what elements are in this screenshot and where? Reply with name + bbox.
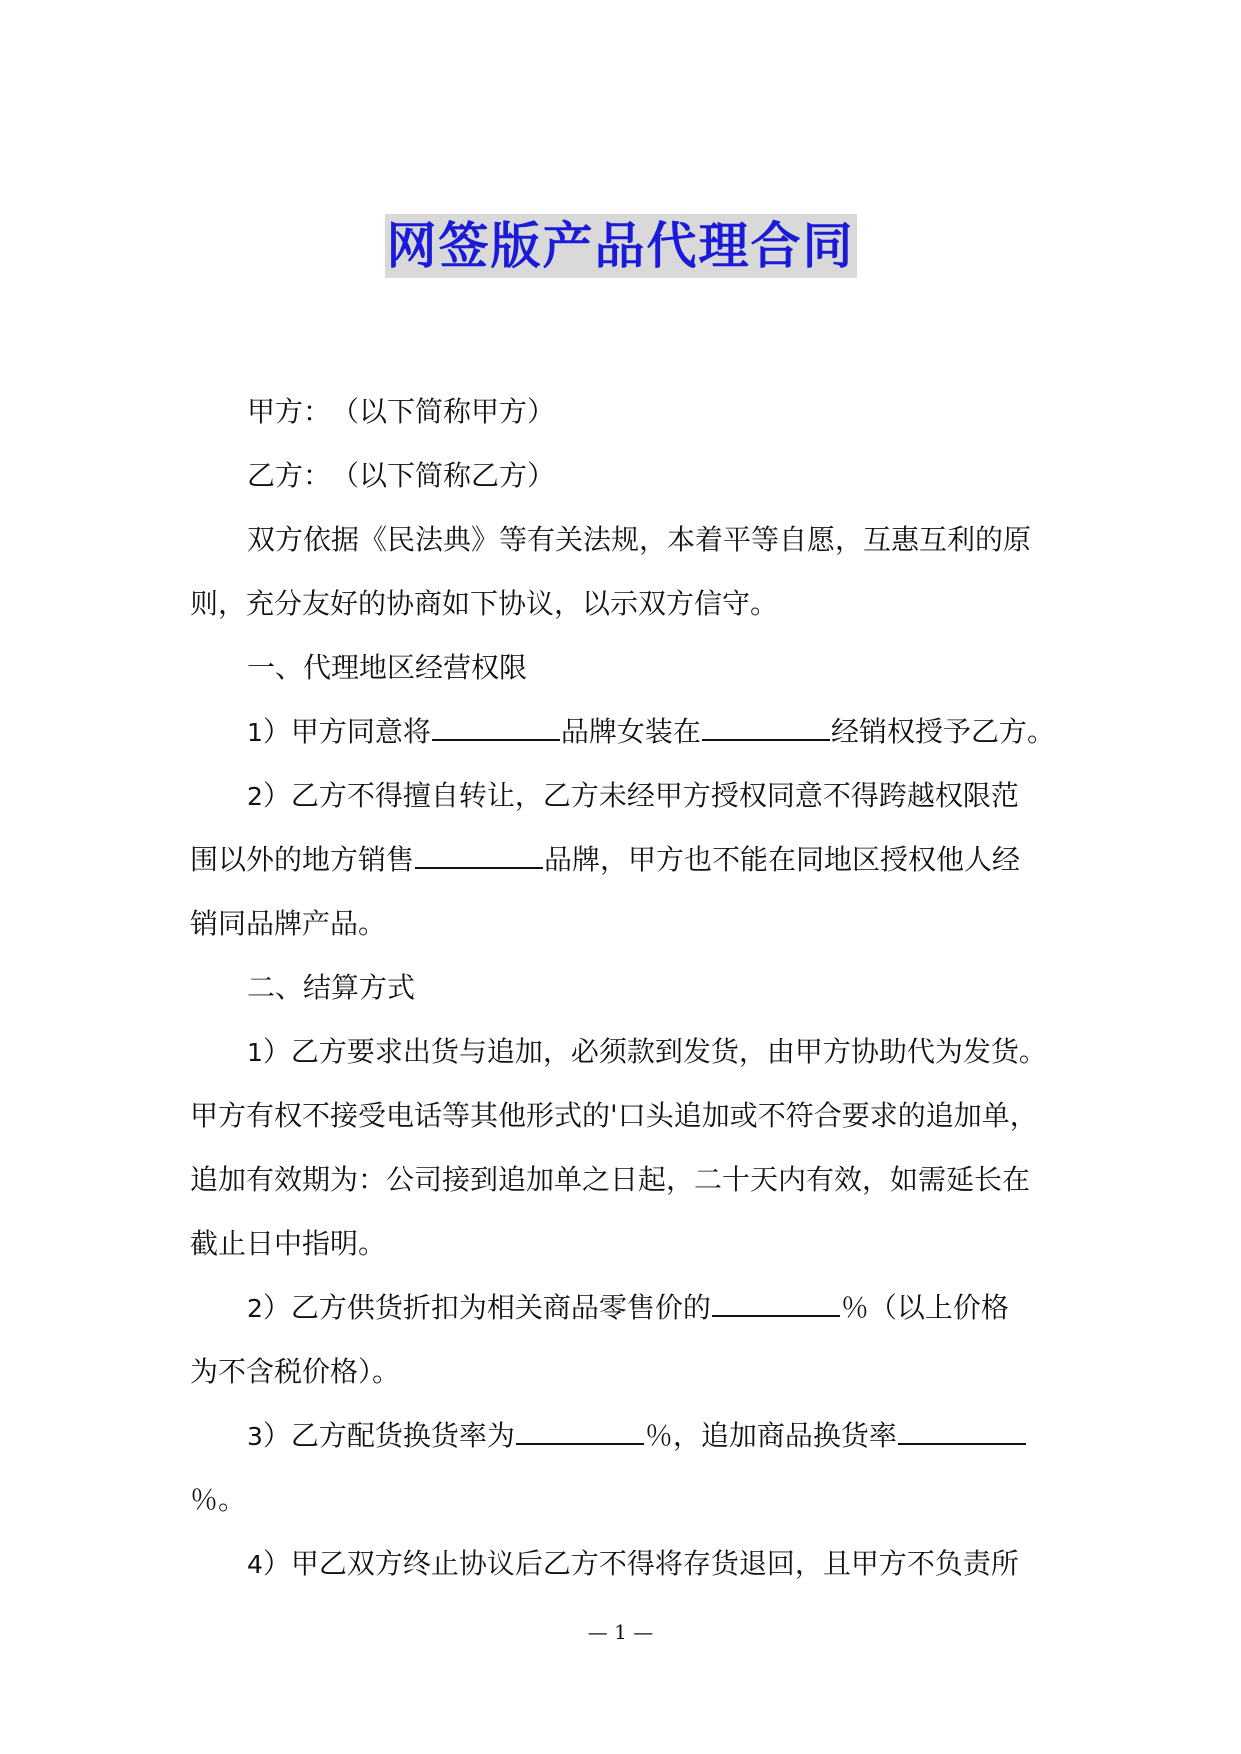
intro-line-1: 双方依据《民法典》等有关法规，本着平等自愿，互惠互利的原 [247, 523, 1032, 556]
intro-line-2: 则，充分友好的协商如下协议，以示双方信守。 [190, 587, 779, 620]
item-text: 经销权授予乙方。 [830, 715, 1055, 748]
section-1-item-2-line-1 [190, 764, 1052, 828]
section-2-item-3-line-2: ％。 [190, 1483, 247, 1516]
blank-field [516, 1417, 644, 1445]
item-text: 品牌女装在 [560, 715, 701, 748]
party-a-line: 甲方： （以下简称甲方） [247, 395, 556, 428]
section-2-item-4-line-1 [190, 1532, 1052, 1596]
item-text: ）乙方供货折扣为相关商品零售价的 [262, 1291, 711, 1324]
item-number: 2 [247, 1294, 263, 1323]
section-2-heading: 二、结算方式 [247, 971, 416, 1004]
item-number: 1 [247, 1038, 263, 1067]
item-number: 4 [247, 1550, 263, 1579]
document-title: 网签版产品代理合同 [385, 214, 857, 278]
section-1-item-1 [190, 700, 1055, 764]
item-text: 围以外的地方销售 [190, 843, 415, 876]
section-2-item-1-line-1 [190, 1020, 1052, 1084]
item-text: ）乙方不得擅自转让，乙方未经甲方授权同意不得跨越权限范 [262, 779, 1019, 812]
item-text: 品牌，甲方也不能在同地区授权他人经 [544, 843, 1021, 876]
item-text: ）甲方同意将 [262, 715, 431, 748]
document-body [190, 380, 1055, 1596]
section-2-item-1-line-3: 追加有效期为：公司接到追加单之日起，二十天内有效，如需延长在 [190, 1163, 1031, 1196]
item-text: ％（以上价格 [840, 1291, 1009, 1324]
section-2-item-1-line-4: 截止日中指明。 [190, 1227, 387, 1260]
blank-field [898, 1417, 1026, 1445]
title-container [0, 214, 1241, 278]
item-text: ）乙方要求出货与追加，必须款到发货，由甲方协助代为发货。 [262, 1035, 1047, 1068]
section-2-item-3-line-1 [190, 1404, 1052, 1468]
item-number: 1 [247, 718, 263, 747]
blank-field [415, 841, 543, 869]
item-text: ）乙方配货换货率为 [262, 1419, 515, 1452]
party-b-line: 乙方： （以下简称乙方） [247, 459, 556, 492]
section-2-item-2-line-2: 为不含税价格）。 [190, 1355, 401, 1388]
item-text: ％，追加商品换货率 [644, 1419, 897, 1452]
item-number: 2 [247, 782, 263, 811]
blank-field [432, 713, 560, 741]
section-1-item-2-line-2 [190, 828, 1052, 892]
page-number: — 1 — [587, 1620, 654, 1644]
item-number: 3 [247, 1422, 263, 1451]
blank-field [712, 1289, 840, 1317]
section-1-heading: 一、代理地区经营权限 [247, 651, 528, 684]
section-1-item-2-line-3: 销同品牌产品。 [190, 907, 387, 940]
item-text: ）甲乙双方终止协议后乙方不得将存货退回，且甲方不负责所 [262, 1547, 1019, 1580]
section-2-item-1-line-2: 甲方有权不接受电话等其他形式的'口头追加或不符合要求的追加单， [190, 1099, 1038, 1132]
section-2-item-2-line-1 [190, 1276, 1052, 1340]
blank-field [702, 713, 830, 741]
